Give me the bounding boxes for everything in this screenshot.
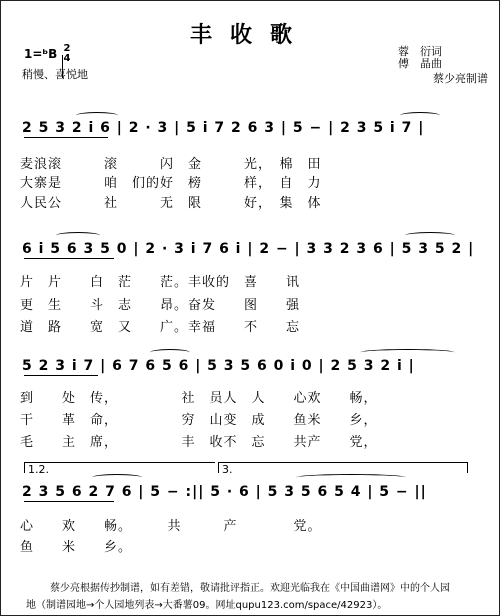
footer-note-line-1: 蔡少亮根据传抄制谱，如有差错，敬请批评指正。欢迎光临我在《中国曲谱网》中的个人园: [50, 583, 450, 594]
lyric-row-3-verse-2: 干 革 命， 穷 山变 成 鱼米 乡，: [20, 413, 378, 428]
lyric-row-1-verse-1: 麦浪滚 滚 闪 金 光， 棉 田: [20, 157, 322, 172]
volta-1-2: [24, 462, 215, 473]
lyric-row-1-verse-3: 人民公 社 无 限 好， 集 体: [20, 196, 322, 211]
notation-row-1: 2 5 3 2 i 6 | 2 · 3 | 5 i 7 2 6 3 | 5 − | 2 3 5 i 7 |: [22, 120, 425, 136]
time-signature: [62, 44, 72, 64]
notation-row-2: 6 i 5 6 3 5 0 | 2 · 3 i 7 6 i | 2 − | 3 3 2 3 6 | 5 3 5 2 |: [22, 241, 475, 257]
lyric-row-3-verse-1: 到 处 传， 社 员人 人 心欢 畅，: [20, 391, 378, 406]
volta-3: [218, 462, 468, 473]
lyric-row-4-verse-1: 心 欢 畅。 共 产 党。: [20, 519, 322, 534]
notation-row-3: 5 2 3 i 7 | 6 7 6 5 6 | 5 3 5 6 0 i 0 | 2 5 3 2 i |: [22, 358, 415, 374]
volta-3-label: 3.: [222, 463, 233, 476]
time-bottom: 4: [63, 53, 71, 64]
arranger-credit: 蔡少亮制谱: [433, 72, 488, 85]
time-top: 2: [63, 43, 71, 54]
page-title: 丰收歌: [189, 23, 310, 48]
lyric-row-2-verse-3: 道 路 宽 又 广。幸福 不 忘: [20, 320, 301, 335]
composer-credit: 傅 晶曲: [398, 57, 442, 70]
key-signature: 1=ᵇB: [24, 47, 58, 61]
lyric-row-2-verse-2: 更 生 斗 志 昂。奋发 图 强: [20, 298, 301, 313]
tempo-marking: 稍慢、喜悦地: [22, 68, 88, 81]
lyric-row-3-verse-3: 毛 主 席， 丰 收不 忘 共产 党，: [20, 435, 378, 450]
lyric-row-1-verse-2: 大寨是 咱 们的好 榜 样， 自 力: [20, 176, 322, 191]
credits: [398, 46, 442, 70]
notation-row-4: 2 3 5 6 2 7 6 | 5 − :|| 5 · 6 | 5 3 5 6 5 4 | 5 − ||: [22, 484, 427, 500]
volta-1-2-label: 1.2.: [28, 463, 49, 476]
footer-note-line-2: 地（制谱园地→个人园地列表→大番薯09。网址qupu123.com/space/42923）。: [26, 600, 388, 611]
lyric-row-2-verse-1: 片 片 白 茫 茫。丰收的 喜 讯: [20, 275, 301, 290]
lyric-row-4-verse-2: 鱼 米 乡。: [20, 540, 133, 555]
lyricist-credit: 蓉 衍词: [398, 45, 442, 58]
